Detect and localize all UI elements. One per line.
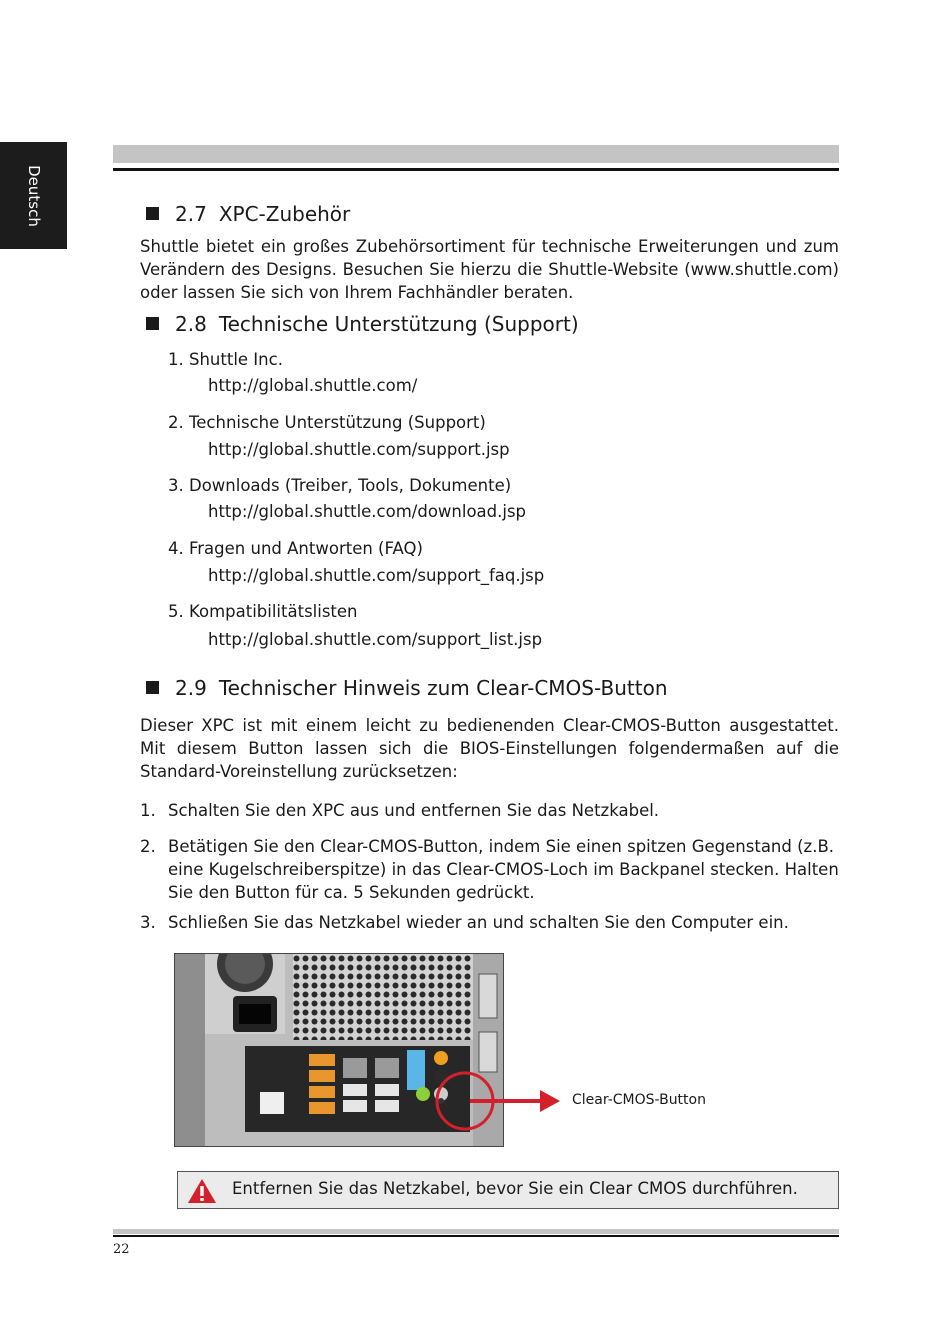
backpanel-illustration bbox=[175, 954, 503, 1146]
backpanel-photo bbox=[174, 953, 504, 1147]
step-number: 2. bbox=[140, 837, 156, 856]
support-item-title: 4. Fragen und Antworten (FAQ) bbox=[168, 539, 423, 558]
warning-box bbox=[177, 1171, 839, 1209]
step-item bbox=[140, 835, 840, 904]
step-text: Schalten Sie den XPC aus und entfernen Sie das Netzkabel. bbox=[168, 801, 660, 820]
square-bullet-icon bbox=[146, 317, 159, 330]
footer-rule-black bbox=[113, 1235, 839, 1237]
support-item-title: 5. Kompatibilitätslisten bbox=[168, 602, 358, 621]
step-number: 1. bbox=[140, 801, 156, 820]
header-rule-black bbox=[113, 168, 839, 171]
step-item bbox=[140, 911, 840, 934]
language-tab-label: Deutsch bbox=[24, 164, 43, 227]
step-number: 3. bbox=[140, 913, 156, 932]
support-item-url[interactable]: http://global.shuttle.com/support.jsp bbox=[208, 440, 510, 459]
step-item bbox=[140, 799, 840, 822]
section-number: 2.9 bbox=[175, 676, 207, 700]
callout-arrow-icon bbox=[540, 1090, 560, 1112]
callout-label: Clear-CMOS-Button bbox=[572, 1092, 706, 1108]
support-item-title: 3. Downloads (Treiber, Tools, Dokumente) bbox=[168, 476, 512, 495]
step-text: Schließen Sie das Netzkabel wieder an und schalten Sie den Computer ein. bbox=[168, 913, 789, 932]
header-rule-grey bbox=[113, 145, 839, 163]
square-bullet-icon bbox=[146, 681, 159, 694]
section-title: Technische Unterstützung (Support) bbox=[218, 312, 579, 336]
section-2-9-intro: Dieser XPC ist mit einem leicht zu bedienenden Clear-CMOS-Button ausgestattet. Mit diesem Button lassen sich die BIOS-Einstellungen folgendermaßen auf die Standard-Voreinstellung zurücksetzen: bbox=[140, 716, 839, 781]
support-item-url[interactable]: http://global.shuttle.com/download.jsp bbox=[208, 502, 527, 521]
section-heading-2-8 bbox=[146, 312, 579, 336]
step-text: Betätigen Sie den Clear-CMOS-Button, indem Sie einen spitzen Gegenstand (z.B. eine Kugelschreiberspitze) in das Clear-CMOS-Loch im Backpanel stecken. Halten Sie den Button für ca. 5 Sekunden gedrückt. bbox=[168, 837, 839, 902]
section-title: Technischer Hinweis zum Clear-CMOS-Button bbox=[218, 676, 668, 700]
footer-rule-grey bbox=[113, 1229, 839, 1234]
support-item-url[interactable]: http://global.shuttle.com/ bbox=[208, 376, 418, 395]
language-tab bbox=[0, 142, 67, 249]
support-item-title: 1. Shuttle Inc. bbox=[168, 350, 283, 369]
support-item-title: 2. Technische Unterstützung (Support) bbox=[168, 413, 486, 432]
section-number: 2.7 bbox=[175, 202, 207, 226]
page-number: 22 bbox=[113, 1242, 130, 1257]
warning-triangle-icon bbox=[187, 1178, 217, 1204]
section-2-7-body: Shuttle bietet ein großes Zubehörsortiment für technische Erweiterungen und zum Verändern des Designs. Besuchen Sie hierzu die Shuttle-Website (www.shuttle.com) oder lassen Sie sich von Ihrem Fachhändler beraten. bbox=[140, 237, 839, 302]
section-title: XPC-Zubehör bbox=[218, 202, 351, 226]
warning-text: Entfernen Sie das Netzkabel, bevor Sie ein Clear CMOS durchführen. bbox=[232, 1179, 798, 1198]
square-bullet-icon bbox=[146, 207, 159, 220]
support-item-url[interactable]: http://global.shuttle.com/support_list.jsp bbox=[208, 630, 543, 649]
support-item-url[interactable]: http://global.shuttle.com/support_faq.jsp bbox=[208, 566, 545, 585]
section-heading-2-9 bbox=[146, 676, 668, 700]
section-heading-2-7 bbox=[146, 202, 350, 226]
callout-arrow-line bbox=[470, 1099, 542, 1103]
section-number: 2.8 bbox=[175, 312, 207, 336]
